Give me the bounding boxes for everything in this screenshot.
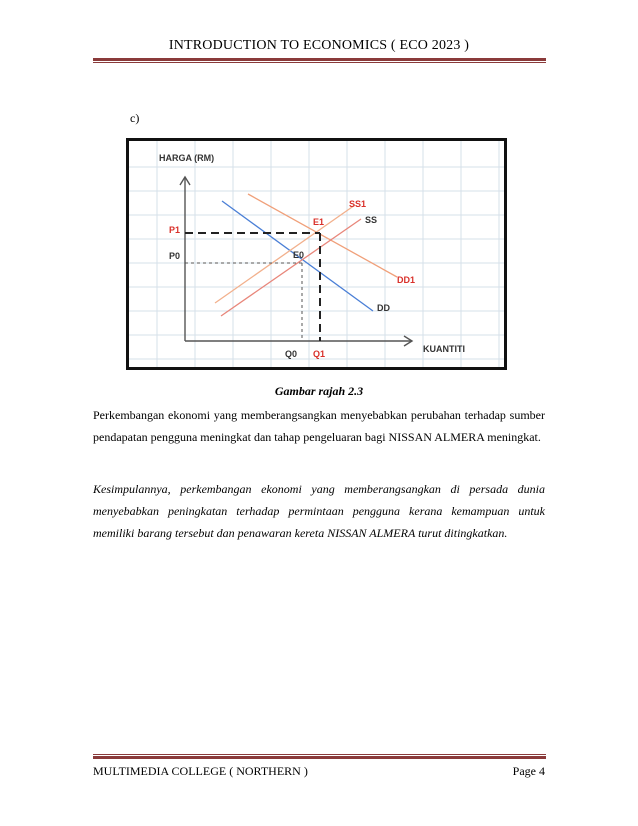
price-p0-label: P0 (169, 251, 181, 261)
header-title: INTRODUCTION TO ECONOMICS ( ECO 2023 ) (168, 38, 470, 53)
header-rule (93, 58, 546, 63)
equilibrium-e0-guides (185, 263, 302, 341)
supply-ss1-label: SS1 (349, 199, 367, 209)
quantity-q0-label: Q0 (285, 349, 298, 359)
x-axis-label: KUANTITI (423, 344, 465, 354)
figure-caption: Gambar rajah 2.3 (274, 384, 364, 398)
price-p1-label: P1 (169, 225, 181, 235)
demand-dd-label: DD (377, 303, 390, 313)
figure-sub-label: c) (130, 111, 140, 125)
footer-college: MULTIMEDIA COLLEGE ( NORTHERN ) (93, 764, 308, 778)
supply-ss-label: SS (365, 215, 378, 225)
quantity-q1-label: Q1 (313, 349, 326, 359)
demand-dd1-label: DD1 (397, 275, 416, 285)
equilibrium-e1-label: E1 (313, 217, 325, 227)
supply-demand-diagram (129, 141, 504, 367)
axes (180, 177, 412, 346)
paragraph-1: Perkembangan ekonomi yang memberangsangkan menyebabkan perubahan terhadap sumber pendapatan pengguna meningkat dan tahap pengeluaran bagi NISSAN ALMERA meningkat. (93, 408, 545, 444)
equilibrium-e0-label: E0 (293, 250, 305, 260)
y-axis-label: HARGA (RM) (159, 153, 215, 163)
supply-demand-figure (126, 138, 507, 370)
paragraph-2: Kesimpulannya, perkembangan ekonomi yang memberangsangkan di persada dunia menyebabkan peningkatan terhadap permintaan pengguna kerana kemampuan untuk memiliki barang tersebut dan penawaran kereta NISSAN ALMERA turut ditingkatkan. (93, 482, 545, 540)
supply-curve-ss1 (215, 205, 355, 303)
footer-page-number: Page 4 (512, 764, 545, 778)
footer-rule (93, 754, 546, 759)
